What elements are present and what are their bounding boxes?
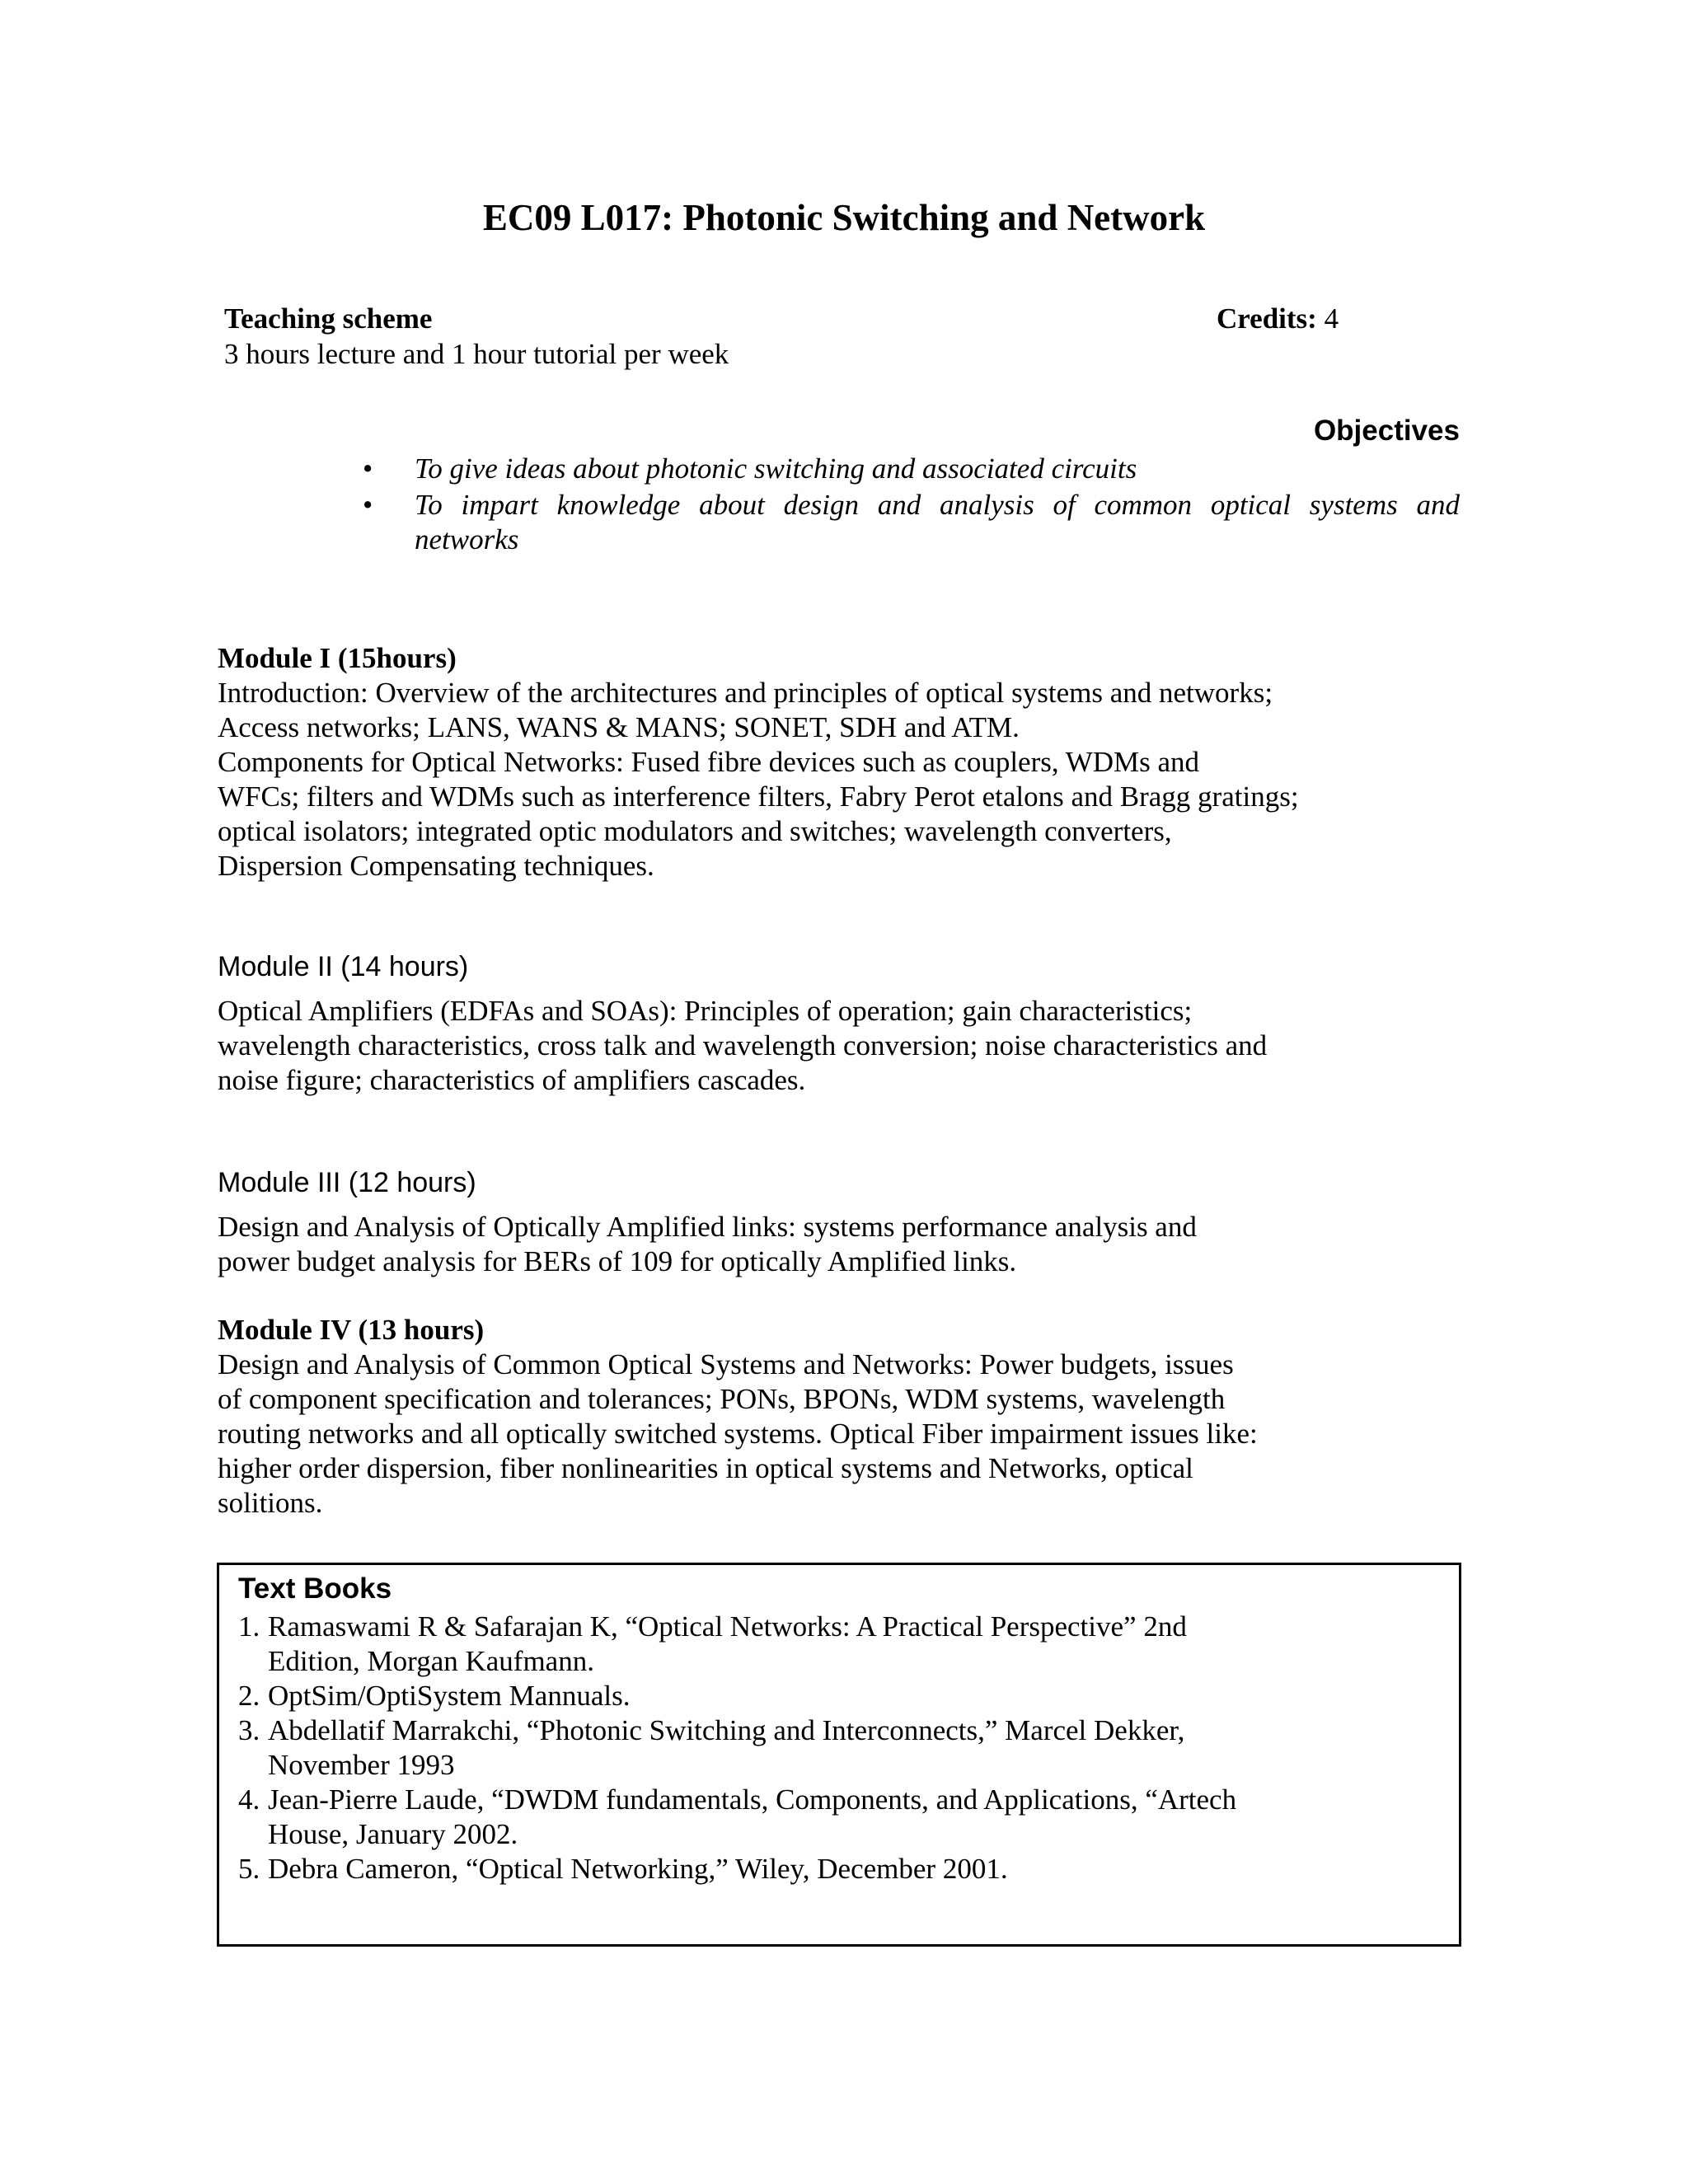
objective-item-continued: networks xyxy=(415,523,519,555)
credits-label: Credits: xyxy=(1217,302,1317,335)
credits-value: 4 xyxy=(1324,302,1339,335)
teaching-scheme-heading: Teaching scheme xyxy=(224,302,433,335)
reference-text: Jean-Pierre Laude, “DWDM fundamentals, Components, and Applications, “Artech House, January 2002. xyxy=(268,1783,1237,1850)
text-books-heading: Text Books xyxy=(238,1572,392,1605)
objective-item: To give ideas about photonic switching and associated circuits xyxy=(415,452,1137,485)
module-heading: Module II (14 hours) xyxy=(218,951,469,982)
module-body: Design and Analysis of Common Optical Systems and Networks: Power budgets, issues of component specification and tolerances; PONs, BPONs, WDM systems, wavelength routing networks and all optically switched systems. Optical Fiber impairment issues like: higher order dispersion, fiber nonlinearities in optical systems and Networks, optical solitions. xyxy=(218,1348,1258,1519)
module-body: Design and Analysis of Optically Amplified links: systems performance analysis and power budget analysis for BERs of 109 for optically Amplified links. xyxy=(218,1211,1197,1277)
objectives-heading: Objectives xyxy=(1313,415,1460,447)
objective-item: To impart knowledge about design and analysis of common optical systems and xyxy=(415,489,1460,521)
reference-text: Ramaswami R & Safarajan K, “Optical Networks: A Practical Perspective” 2nd Edition, Morgan Kaufmann. xyxy=(268,1610,1187,1677)
reference-number: 1. xyxy=(238,1610,260,1643)
module-body: Optical Amplifiers (EDFAs and SOAs): Principles of operation; gain characteristics; wavelength characteristics, cross talk and wavelength conversion; noise characteristics and noise figure; characteristics of amplifiers cascades. xyxy=(218,995,1268,1096)
bullet-icon: • xyxy=(363,489,373,521)
page-title: EC09 L017: Photonic Switching and Network xyxy=(482,197,1206,238)
credits xyxy=(1217,302,1339,336)
reference-number: 5. xyxy=(238,1853,260,1885)
reference-number: 2. xyxy=(238,1680,260,1712)
module-heading: Module IV (13 hours) xyxy=(218,1314,485,1346)
module-heading: Module I (15hours) xyxy=(218,642,457,674)
module-heading: Module III (12 hours) xyxy=(218,1167,476,1198)
reference-text: OptSim/OptiSystem Mannuals. xyxy=(268,1680,631,1712)
reference-number: 3. xyxy=(238,1714,260,1746)
reference-text: Abdellatif Marrakchi, “Photonic Switching and Interconnects,” Marcel Dekker, November 1993 xyxy=(268,1714,1185,1781)
reference-text: Debra Cameron, “Optical Networking,” Wiley, December 2001. xyxy=(268,1853,1008,1885)
reference-number: 4. xyxy=(238,1783,260,1816)
module-body: Introduction: Overview of the architectures and principles of optical systems and networks; Access networks; LANS, WANS & MANS; SONET, SDH and ATM. Components for Optical Networks: Fused fibre devices such as couplers, WDMs and WFCs; filters and WDMs such as interference filters, Fabry Perot etalons and Bragg gratings; optical isolators; integrated optic modulators and switches; wavelength converters, Dispersion Compensating techniques. xyxy=(218,677,1299,882)
teaching-scheme-detail: 3 hours lecture and 1 hour tutorial per week xyxy=(224,338,729,370)
bullet-icon: • xyxy=(363,452,373,485)
